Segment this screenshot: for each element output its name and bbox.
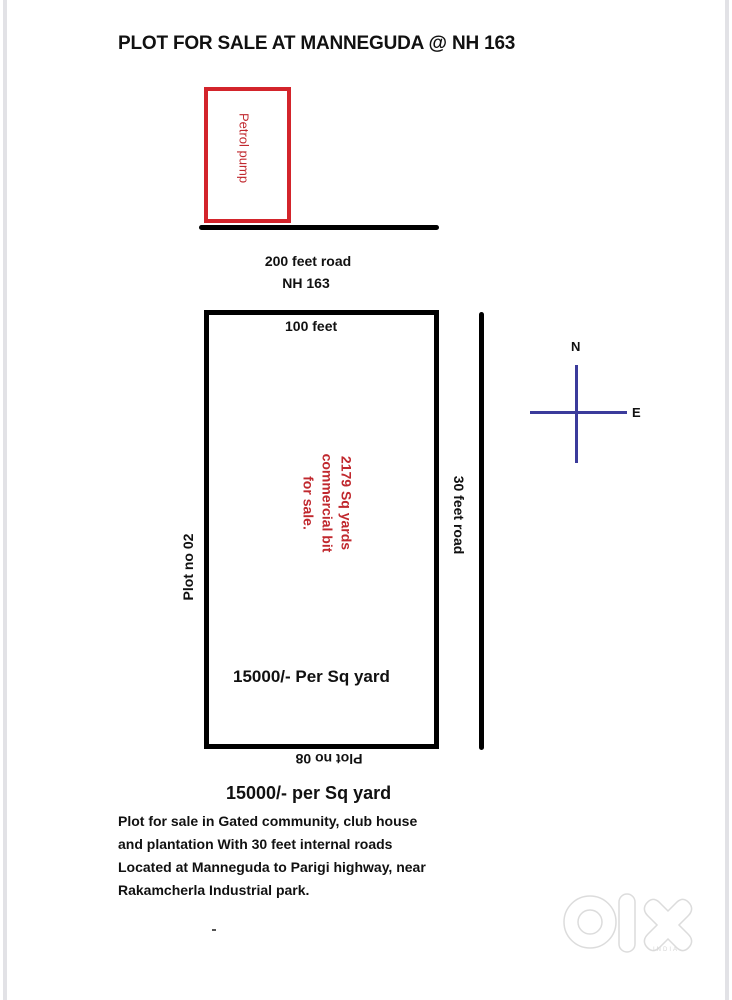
description-line: Rakamcherla Industrial park. — [118, 882, 310, 898]
olx-watermark-sub: INDIA — [653, 947, 680, 953]
side-road-line — [479, 312, 484, 750]
description-line: and plantation With 30 feet internal roads — [118, 836, 393, 852]
plot-note-line: 2179 Sq yards — [338, 455, 355, 551]
price-inside-plot: 15000/- Per Sq yard — [233, 667, 390, 686]
page-frame-left — [3, 0, 7, 1000]
compass-horizontal-icon — [530, 411, 627, 414]
plot-top-dimension: 100 feet — [285, 318, 338, 334]
stray-mark — [212, 929, 216, 931]
description-line: Located at Manneguda to Parigi highway, near — [118, 859, 426, 875]
compass-north-label: N — [571, 339, 581, 354]
page-frame-right — [725, 0, 729, 1000]
compass-east-label: E — [632, 405, 641, 420]
page-title: PLOT FOR SALE AT MANNEGUDA @ NH 163 — [118, 33, 516, 54]
main-road-name: NH 163 — [282, 275, 330, 291]
side-road-label: 30 feet road — [451, 475, 467, 555]
main-road-label: 200 feet road — [264, 253, 352, 269]
main-road-line — [199, 225, 439, 230]
plot-note — [299, 454, 356, 553]
plot-note-line: commercial bit — [319, 453, 336, 553]
compass-vertical-icon — [575, 365, 578, 463]
price-heading: 15000/- per Sq yard — [226, 783, 392, 803]
bottom-neighbor-label: Plot no 08 — [295, 751, 363, 767]
petrol-pump-label: Petrol pump — [236, 112, 252, 184]
plot-note-line: for sale. — [300, 476, 317, 530]
left-neighbor-label: Plot no 02 — [180, 533, 196, 601]
description — [118, 810, 426, 902]
description-line: Plot for sale in Gated community, club house — [118, 813, 418, 829]
